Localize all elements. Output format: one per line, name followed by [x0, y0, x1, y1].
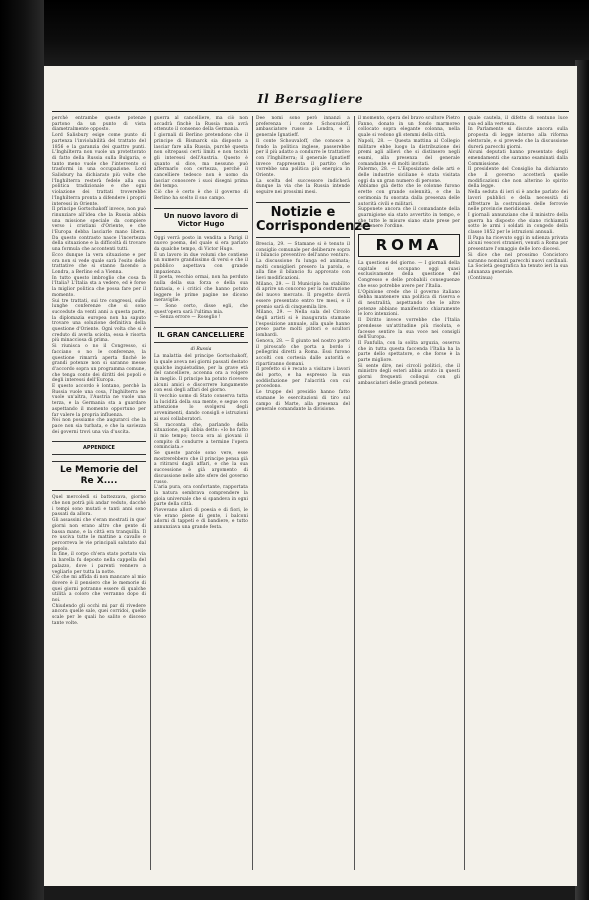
article-text: Brescia, 29. — Stamane si è tenuto il consiglio comunale per deliberare sopra il bilancio preventivo dell'anno venturo. La discussione fu lunga ed animata; molti consiglieri presero la parola, e alla fine il bilancio fu approvato con lievi modificazioni. Milano, 29. — Il Municipio ha stabilito di aprire un concorso per la costruzione del nuovo mercato. Il progetto dovrà essere presentato entro tre mesi, e il premio sarà di cinquemila lire. Milano, 29. — Nella sala del Circolo degli artisti si è inaugurata stamane l'esposizione annuale, alla quale hanno preso parte molti pittori e scultori lombardi. Genova, 28. — È giunto nel nostro porto il piroscafo che porta a bordo i pellegrini diretti a Roma. Essi furono accolti con cortesia dalle autorità e ripartiranno domani. Il prefetto si è recato a visitare i lavori del porto, e ha espresso la sua soddisfazione per l'alacrità con cui procedono. Le truppe del presidio hanno fatto stamane le esercitazioni di tiro sul campo di Marte, alla presenza del generale comandante la divisione.: [256, 241, 350, 413]
column-2: [154, 116, 248, 870]
scan-left-shadow: [0, 0, 44, 900]
column-3: [256, 116, 371, 870]
article-subheading: di Russia: [190, 347, 212, 353]
article-text: La questione del giorno. — I giornali della capitale si occupano oggi quasi esclusivamente della questione del Congresso e delle probabili conseguenze che esso potrebbe avere per l'Italia. L'Opinione crede che il governo italiano debba mantenere una politica di riserva e di neutralità, aspettando che le altre potenze abbiano manifestato chiaramente le loro intenzioni. Il Diritto invece vorrebbe che l'Italia prendesse un'attitudine più risoluta, e facesse sentire la sua voce nei consigli dell'Europa. Il Fanfulla, con la solita arguzia, osserva che in tutta questa faccenda l'Italia ha la parte dello spettatore, e che forse è la parte migliore. Si sente dire, nei circoli politici, che il ministro degli esteri abbia avuto in questi giorni frequenti colloqui con gli ambasciatori delle grandi potenze.: [358, 261, 460, 386]
article-text: Quel mercoledì si battezzava, giorno che non potrà più andar veduto, dacchè i tempi sono mutati e tanti anni sono passati da allora. Gli assassini che s'eran mostrati in que' giorni non erano altro che gente di bassa mano, e la città era tranquilla. Il re usciva tutte le mattine a cavallo e percorreva le vie principali salutato dal popolo. In fine, il corpo ch'era stato portato via in barella fu deposto nella cappella del palazzo, dove i parenti vennero a vegliarlo per tutta la notte. Ciò che mi affida di non mancare al mio dovere è il pensiero che le memorie di quei giorni potranno essere di qualche utilità a coloro che verranno dopo di noi. Chiudendo gli occhi mi par di rivedere ancora quelle sale, quei corridoi, quelle scale per le quali ho salito e disceso tante volte.: [52, 495, 146, 626]
column-divider: [354, 116, 355, 870]
masthead: Il Bersagliere: [257, 92, 364, 106]
column-4: [358, 116, 460, 870]
article-text: il momento, opera del bravo scultore Pietro Fanno, donato in un fondo marmoreo collocato sopra elegante colonna, nella quale si vedono gli stemmi della città. Napoli, 28. — Questa mattina al Collegio militare ebbe luogo la distribuzione dei premi agli allievi che si distinsero negli esami, alla presenza del generale comandante e di molti invitati. Palermo, 28. — L'Esposizione delle arti e delle industrie siciliane è stata visitata oggi da un gran numero di persone. Abbiamo già detto che le colonne furono erette con grande solennità, e che la cerimonia fu onorata dalla presenza delle autorità civili e militari. Supponete ancora che il comandante della guarnigione sia stato avvertito in tempo, e che tutte le misure siano state prese per mantenere l'ordine.: [358, 116, 460, 230]
article-heading: Notizie e Corrispondenze: [256, 202, 350, 238]
article-text: quale cautela, il difetto di ventuno luce sua ed alla vertenza. In Parlamento si discute ancora sulla proposta di legge intorno alla riforma elettorale, e si prevede che la discussione durerà parecchi giorni. Alcuni deputati hanno presentato degli emendamenti che saranno esaminati dalla Commissione. Il presidente del Consiglio ha dichiarato che il governo accetterà quelle modificazioni che non alterino lo spirito della legge. Nella seduta di ieri si è anche parlato dei lavori pubblici e della necessità di affrettare la costruzione delle ferrovie nelle provincie meridionali. I giornali annunziano che il ministro della guerra ha disposto che siano richiamati sotto le armi i soldati in congedo della classe 1852 per le istruzioni annuali. Il Papa ha ricevuto oggi in udienza privata alcuni vescovi stranieri, venuti a Roma per presentare l'omaggio delle loro diocesi. Si dice che nel prossimo Concistoro saranno nominati parecchi nuovi cardinali. La Società geografica ha tenuto ieri la sua adunanza generale. (Continua): [468, 116, 568, 281]
article-heading: Un nuovo lavoro di Victor Hugo: [154, 208, 248, 232]
newspaper-page: [44, 66, 577, 886]
column-divider: [150, 116, 151, 870]
article-heading: Le Memorie del Re X....: [52, 461, 146, 491]
column-1: [52, 116, 146, 870]
article-text: Oggi verrà posto in vendita a Parigi il nuovo poema, del quale si era parlato da qualche tempo, di Victor Hugo. È un lavoro in due volumi che contiene un numero grandissimo di versi e che il pubblico aspettava con grande impazienza. Il poeta, vecchio ormai, non ha perduto nulla della sua forza e della sua fantasia, e i critici che hanno potuto leggere le prime pagine ne dicono meraviglie. — Sono certo, disse egli, che quest'opera sarà l'ultima mia. — Senza errore — Roseglio !: [154, 235, 248, 321]
article-text: La malattia del principe Gortschakoff, la quale aveva nei giorni passati destato qualche inquietudine, per la grave età del cancelliere, accenna ora a volgere in meglio. Il principe ha potuto ricevere alcuni amici e discorrere lungamente con essi degli affari del giorno. Il vecchio uomo di Stato conserva tutta la lucidità della sua mente, e segue con attenzione lo svolgersi degli avvenimenti, dando consigli e istruzioni ai suoi collaboratori. Si racconta che, parlando della situazione, egli abbia detto: «Io ho fatto il mio tempo; tocca ora ai giovani il compito di condurre a termine l'opera cominciata.» Se queste parole sono vere, esse mostrerebbero che il principe pensa già a ritirarsi dagli affari, e che la sua successione è già argomento di discussione nelle alte sfere del governo russo. L'aria pura, ora confortante, rapportata la natura sembrava comprendere la gioia universale che si spandeva in ogni parte della città. Piovevano allori di poesia e di fiori, le vie erano piene di gente, i balconi adorni di tappeti e di bandiere, e tutto annunziava una grande festa.: [154, 354, 248, 531]
column-divider: [252, 116, 253, 870]
article-text: perchè entrambe queste potenze partono da un punto di vista diametralmente opposto. Lord Salisbury esige come punto di partenza l'inviolabilità del trattato del 1856 e la garanzia dei quattro punti. L'Inghilterra non vuole un protettorato di fatto della Russia sulla Bulgaria, e tanto meno vuole che l'intervento si trasformi in una occupazione. Lord Salisbury ha dichiarato più volte che l'Inghilterra resterà fedele alla sua politica tradizionale e che ogni violazione dei trattati troverebbe l'Inghilterra pronta a difendere i proprii interessi in Oriente. Il principe Gortschakoff invece, non può rinunziare all'idea che la Russia abbia una missione speciale da compiere verso i cristiani d'Oriente, e che l'Europa debba lasciarle mano libera. Da questo contrasto nasce l'incertezza della situazione e la difficoltà di trovare una formula che accontenti tutti. Ecco dunque la vera situazione e per ora non si vede quale sarà l'esito delle trattative che si stanno facendo a Londra, a Berlino ed a Vienna. In tutto questo imbroglio che cosa fa l'Italia? L'Italia sta a vedere, ed è forse la miglior politica che possa fare per il momento. Sui tre trattati, sui tre congressi, sulle lunghe conferenze che si sono succedute da venti anni a questa parte, la diplomazia europea non ha saputo trovare una soluzione definitiva della questione d'Oriente. Ogni volta che si è creduto di averla sciolta, essa è risorta più minacciosa di prima. Si riunisca o no il Congresso, si facciano o no le conferenze, la questione rimarrà aperta finchè le grandi potenze non si saranno messe d'accordo sopra un programma comune, che tenga conto dei diritti dei popoli e degli interessi dell'Europa. E questo accordo è lontano, perchè la Russia vuole una cosa, l'Inghilterra ne vuole un'altra, l'Austria ne vuole una terza, e la Germania sta a guardare aspettando il momento opportuno per far valere la propria influenza. Noi non possiamo che augurarci che la pace non sia turbata, e che la saviezza dei governi trovi una via d'uscita.: [52, 116, 146, 435]
article-heading: ROMA: [358, 234, 460, 257]
masthead-rule: [52, 111, 569, 112]
article-text: Dee nomi sono però innanzi a preferenza i conte Schouvaloff, ambasciatore russo a Londra, e il generale Ignatieff. Il conte Schouvaloff, che conosce a fondo la politica inglese, passerebbe per il più adatto a condurre le trattative con l'Inghilterra; il generale Ignatieff invece rappresenta il partito che vorrebbe una politica più energica in Oriente. La scelta del successore indicherà dunque la via che la Russia intende seguire nei prossimi mesi.: [256, 116, 350, 196]
scan-right-edge: [575, 60, 589, 900]
article-heading: IL GRAN CANCELLIERE: [154, 327, 248, 343]
article-heading: APPENDICE: [52, 441, 146, 455]
column-5: [468, 116, 568, 870]
column-divider: [464, 116, 465, 870]
scan-top-band: [44, 0, 589, 66]
article-text: guerra al cancelliere, ma ciò non accadrà finchè la Russia non avrà ottenuto il consenso della Germania. I giornali di Berlino pretendono che il principe di Bismarck sia disposto a lasciar fare alla Russia, purchè questa non oltrepassi certi limiti e non tocchi gli interessi dell'Austria. Questo è quanto si dice, ma nessuno può affermarlo con certezza, perchè il cancelliere tedesco non è uomo da lasciar conoscere i suoi disegni prima del tempo. Ciò che è certo è che il governo di Berlino ha scelto il suo campo.: [154, 116, 248, 201]
